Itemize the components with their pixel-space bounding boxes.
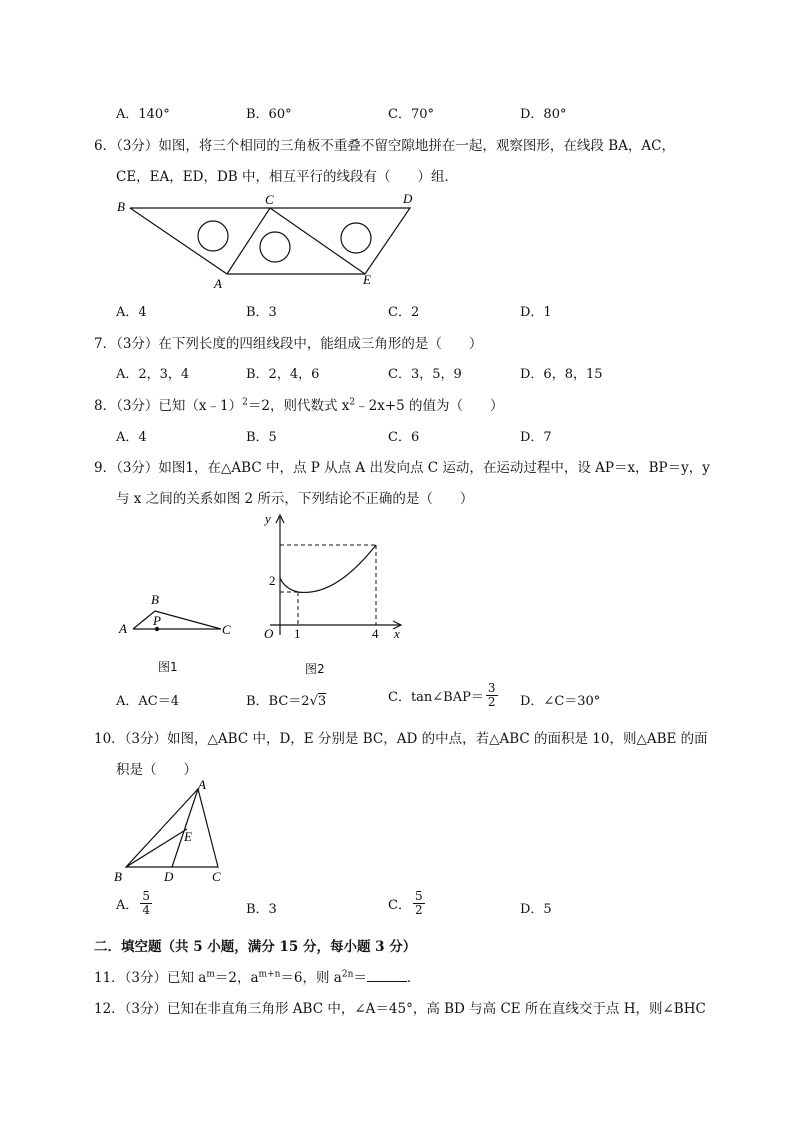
q11-sup1: m [206,969,215,980]
q9-fig2-label-y: y [265,511,271,526]
q6-label-d: D [403,191,413,206]
q8-stem-prefix: 8．（3分）已知（x﹣1） [94,398,243,414]
q11-text-mid1: ＝2，a [214,970,259,986]
q6-stem-line1: 6．（3分）如图，将三个相同的三角板不重叠不留空隙地拼在一起，观察图形，在线段 BA，AC， [94,138,675,154]
q9-option-a: A．AC＝4 [116,694,179,709]
q11-sup2: m+n [258,969,281,980]
q9-caption-fig2: 图2 [305,662,325,676]
q9-option-c-numerator: 3 [487,681,496,695]
q11-sup3: 2n [341,969,354,980]
q11-text-end: ． [406,970,421,986]
q9-option-c [388,682,500,709]
q10-option-a-fraction [140,890,152,917]
q6-option-d: D．1 [520,305,552,320]
q10-option-c-text: C． [388,898,411,913]
q10-option-a-denominator: 4 [142,903,151,917]
q6-stem-line2: CE，EA，ED，DB 中，相互平行的线段有（ ）组． [116,169,459,185]
q9-option-b [246,690,326,709]
q10-figure [108,775,238,887]
q10-option-a [116,890,154,917]
q9-fig1-label-b: B [151,592,159,607]
q9-fig2-tick-1: 1 [294,626,301,641]
q6-label-c: C [265,192,274,207]
q10-label-a: A [198,777,206,792]
q11-text-pre: 11．（3分）已知 a [94,970,207,986]
q6-label-a: A [214,276,222,290]
q12-stem: 12．（3分）已知在非直角三角形 ABC 中，∠A＝45°，高 BD 与高 CE 所在直线交于点 H，则∠BHC [94,1001,706,1017]
q9-fig2-tick-4: 4 [372,626,379,641]
q9-fig2-label-o: O [264,626,274,641]
q6-label-e: E [363,272,371,287]
q7-stem: 7．（3分）在下列长度的四组线段中，能组成三角形的是（ ） [94,336,483,352]
q7-option-b: B．2，4，6 [246,367,320,382]
q8-stem [94,394,504,414]
q10-label-e: E [184,829,192,844]
q9-option-b-radicand: 3 [317,694,327,709]
q5-option-c: C．70° [388,107,434,122]
q8-option-b: B．5 [246,430,277,445]
q9-fig2-tick-2: 2 [269,573,276,588]
sqrt-icon: √ [309,694,318,709]
q11-answer-blank[interactable] [367,969,407,982]
q8-stem-mid: ＝2，则代数式 x [247,398,350,414]
q10-option-a-text: A． [116,898,139,913]
q9-option-c-denominator: 2 [487,695,496,709]
q5-option-d: D．80° [520,107,567,122]
q10-option-c-denominator: 2 [414,903,423,917]
q9-option-b-text: B．BC＝2 [246,694,310,709]
q9-stem-line1: 9．（3分）如图1，在△ABC 中，点 P 从点 A 出发向点 C 运动，在运动过程中，设 AP＝x，BP＝y，y [94,460,710,476]
q5-option-a: A．140° [116,107,170,122]
q11-text-post: ＝ [353,970,367,986]
q10-option-d: D．5 [520,902,552,917]
q9-fig1-label-p: P [153,613,161,628]
q7-option-c: C．3，5，9 [388,367,462,382]
q9-option-c-text: C．tan∠BAP＝ [388,690,484,705]
q5-option-b: B．60° [246,107,292,122]
q6-option-c: C．2 [388,305,420,320]
q9-fig1-label-a: A [119,621,127,636]
q7-option-a: A．2，3，4 [116,367,190,382]
q10-option-b: B．3 [246,902,277,917]
q10-option-a-numerator: 5 [142,889,151,903]
q10-option-c [388,890,427,917]
q9-figure-1 [115,585,245,645]
q8-option-d: D．7 [520,430,552,445]
q8-sup1: 2 [242,397,248,408]
q10-option-c-numerator: 5 [414,889,423,903]
q9-option-d: D．∠C＝30° [520,694,601,709]
section-2-heading: 二．填空题（共 5 小题，满分 15 分，每小题 3 分） [94,939,417,955]
q9-fig2-label-x: x [394,626,400,641]
q6-option-a: A．4 [116,305,147,320]
q8-stem-suffix: ﹣2x+5 的值为（ ） [355,398,504,414]
q9-caption-fig1: 图1 [158,660,178,674]
q9-stem-line2: 与 x 之间的关系如图 2 所示，下列结论不正确的是（ ） [116,491,474,507]
q11-text-mid2: ＝6，则 a [280,970,342,986]
q10-label-c: C [212,869,221,884]
q10-stem-line2: 积是（ ） [116,762,197,778]
q8-option-a: A．4 [116,430,147,445]
q10-label-b: B [114,869,122,884]
q8-sup2: 2 [349,397,356,408]
q11-stem [94,966,420,986]
q10-option-c-fraction [413,890,425,917]
q6-figure [110,190,430,290]
q7-option-d: D．6，8，15 [520,367,603,382]
q6-option-b: B．3 [246,305,277,320]
q10-stem-line1: 10．（3分）如图，△ABC 中，D，E 分别是 BC，AD 的中点，若△ABC 的面积是 10，则△ABE 的面 [94,731,708,747]
q10-label-d: D [164,869,174,884]
q9-fig1-label-c: C [222,622,231,637]
q6-label-b: B [117,199,125,214]
q9-option-c-fraction [486,682,498,709]
q8-option-c: C．6 [388,430,420,445]
q9-figure-2 [255,505,415,645]
